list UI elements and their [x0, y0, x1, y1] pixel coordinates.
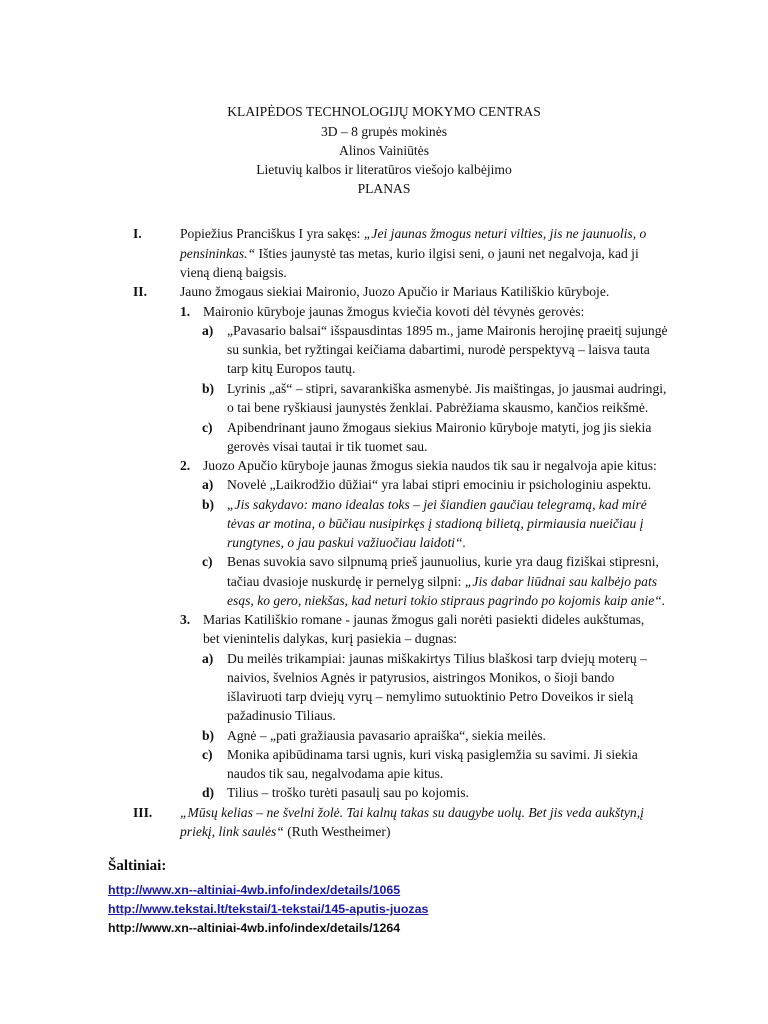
- sub-3-c-line-1: Monika apibūdinama tarsi ugnis, kuri viską pasiglemžia su savimi. Ji siekia: [227, 747, 638, 762]
- section-2-title: Jauno žmogaus siekiai Maironio, Juozo Apučio ir Mariaus Katiliškio kūryboje.: [180, 284, 610, 299]
- source-link-1[interactable]: http://www.xn--altiniai-4wb.info/index/details/1065: [108, 883, 401, 897]
- section-1-line-2: pensininkas.“ Išties jaunystė tas metas, kurio ilgisi seni, o jauni net negalvoja, kad ji: [180, 246, 639, 261]
- sub-2-c-line-2: tačiau dvasioje nuskurdę ir pernelyg silpni: „Jis dabar liūdnai sau kalbėjo pats: [227, 574, 658, 589]
- section-3-line-1: „Mūsų kelias – ne švelni žolė. Tai kalnų takas su daugybe uolų. Bet jis veda aukštyn,į: [180, 805, 644, 820]
- source-text-3: http://www.xn--altiniai-4wb.info/index/details/1264: [108, 921, 401, 935]
- sub-3-number: 3.: [180, 612, 191, 627]
- sub-3-b-line-1: Agnė – „pati gražiausia pavasario apraiška“, siekia meilės.: [227, 728, 546, 743]
- sub-1-number: 1.: [180, 304, 191, 319]
- group-line: 3D – 8 grupės mokinės: [320, 124, 448, 139]
- section-1-line-3: vieną dieną baigsis.: [180, 265, 287, 280]
- source-link-2[interactable]: http://www.tekstai.lt/tekstai/1-tekstai/145-aputis-juozas: [108, 902, 429, 916]
- sub-2-b-line-1: „Jis sakydavo: mano idealas toks – jei šiandien gaučiau telegramą, kad mirė: [227, 497, 647, 512]
- sub-1-a-line-2: su sunkia, bet ryžtingai keičiama dabartimi, nurodė perspektyvą – laisva tauta: [227, 342, 650, 357]
- sub-2-c-label: c): [202, 554, 213, 569]
- section-2-label: II.: [133, 284, 147, 299]
- sub-3-d-label: d): [202, 785, 215, 800]
- section-3-line-2: priekį, link saulės“ (Ruth Westheimer): [180, 824, 391, 839]
- sub-1-b-line-1: Lyrinis „aš“ – stipri, savarankiška asmenybė. Jis maištingas, jo jausmai audringi,: [227, 381, 667, 396]
- sub-3-b-label: b): [202, 728, 215, 743]
- sub-2-number: 2.: [180, 458, 191, 473]
- sub-2-a-label: a): [202, 477, 214, 492]
- sub-1-c-label: c): [202, 420, 213, 435]
- sub-3-a-line-4: pažadinusio Tiliaus.: [227, 708, 336, 723]
- sub-2-b-label: b): [202, 497, 215, 512]
- sub-1-a-line-1: „Pavasario balsai“ išspausdintas 1895 m., jame Maironis herojinę praeitį sujungė: [227, 323, 668, 338]
- section-3-label: III.: [133, 805, 153, 820]
- sub-2-b-line-3: rungtynes, o jau paskui važiuočiau laidoti“.: [227, 535, 467, 550]
- sub-2-b-line-2: tėvas ar motina, o būčiau nusipirkęs į stadioną bilietą, pirmiausia nueičiau į: [227, 516, 644, 531]
- sub-1-b-line-2: o tai bene ryškiausi jaunystės ženklai. Pabrėžiama skausmo, kančios reikšmė.: [227, 400, 649, 415]
- document-title: PLANAS: [357, 181, 411, 196]
- sub-2-c-line-3: esąs, ko gero, niekšas, kad neturi tokio stipraus pagrindo po kojomis kaip anie“.: [227, 593, 666, 608]
- sub-3-a-label: a): [202, 651, 214, 666]
- section-1-label: I.: [133, 226, 142, 241]
- sub-1-c-line-2: gerovės visai tautai ir tik tuomet sau.: [227, 439, 428, 454]
- school-title: KLAIPĖDOS TECHNOLOGIJŲ MOKYMO CENTRAS: [227, 104, 541, 119]
- sub-3-c-line-2: naudos tik sau, negalvodama apie kitus.: [227, 766, 444, 781]
- section-1-line-1: Popiežius Pranciškus I yra sakęs: „Jei jaunas žmogus neturi vilties, jis ne jaunuolis, o: [180, 226, 647, 241]
- sub-1-c-line-1: Apibendrinant jauno žmogaus siekius Maironio kūryboje matyti, jog jis siekia: [227, 420, 652, 435]
- author-line: Alinos Vainiūtės: [339, 143, 429, 158]
- subject-line: Lietuvių kalbos ir literatūros viešojo kalbėjimo: [256, 162, 512, 177]
- sub-1-a-label: a): [202, 323, 214, 338]
- sub-1-a-line-3: tarp kitų Europos tautų.: [227, 361, 356, 376]
- sub-2-text: Juozo Apučio kūryboje jaunas žmogus siekia naudos tik sau ir negalvoja apie kitus:: [203, 458, 657, 473]
- sub-3-a-line-2: naivios, švelnios Agnės ir patyrusios, aistringos Monikos, o šioji bando: [227, 670, 615, 685]
- sub-3-d-line-1: Tilius – trоško turėti pasaulį sau po kojomis.: [227, 785, 469, 800]
- sources-title: Šaltiniai:: [108, 858, 167, 874]
- sub-1-b-label: b): [202, 381, 215, 396]
- sub-3-line-1: Marias Katiliškio romane - jaunas žmogus gali norėti pasiekti dideles aukštumas,: [203, 612, 645, 627]
- sub-3-a-line-1: Du meilės trikampiai: jaunas miškakirtys Tilius blaškosi tarp dviejų moterų –: [227, 651, 647, 666]
- sub-1-text: Maironio kūryboje jaunas žmogus kviečia kovoti dėl tėvynės gerovės:: [203, 304, 585, 319]
- sub-3-a-line-3: išlaviruoti tarp dviejų vyrų – nemylimo sutuoktinio Petro Doveikos ir sielą: [227, 689, 634, 704]
- sub-3-line-2: bet vienintelis dalykas, kurį pasiekia – dugnas:: [203, 631, 458, 646]
- sub-2-c-line-1: Benas suvokia savo silpnumą prieš jaunuolius, kurie yra daug fiziškai stipresni,: [227, 554, 659, 569]
- sub-3-c-label: c): [202, 747, 213, 762]
- sub-2-a-line-1: Novelė „Laikrodžio dūžiai“ yra labai stipri emociniu ir psichologiniu aspektu.: [227, 477, 652, 492]
